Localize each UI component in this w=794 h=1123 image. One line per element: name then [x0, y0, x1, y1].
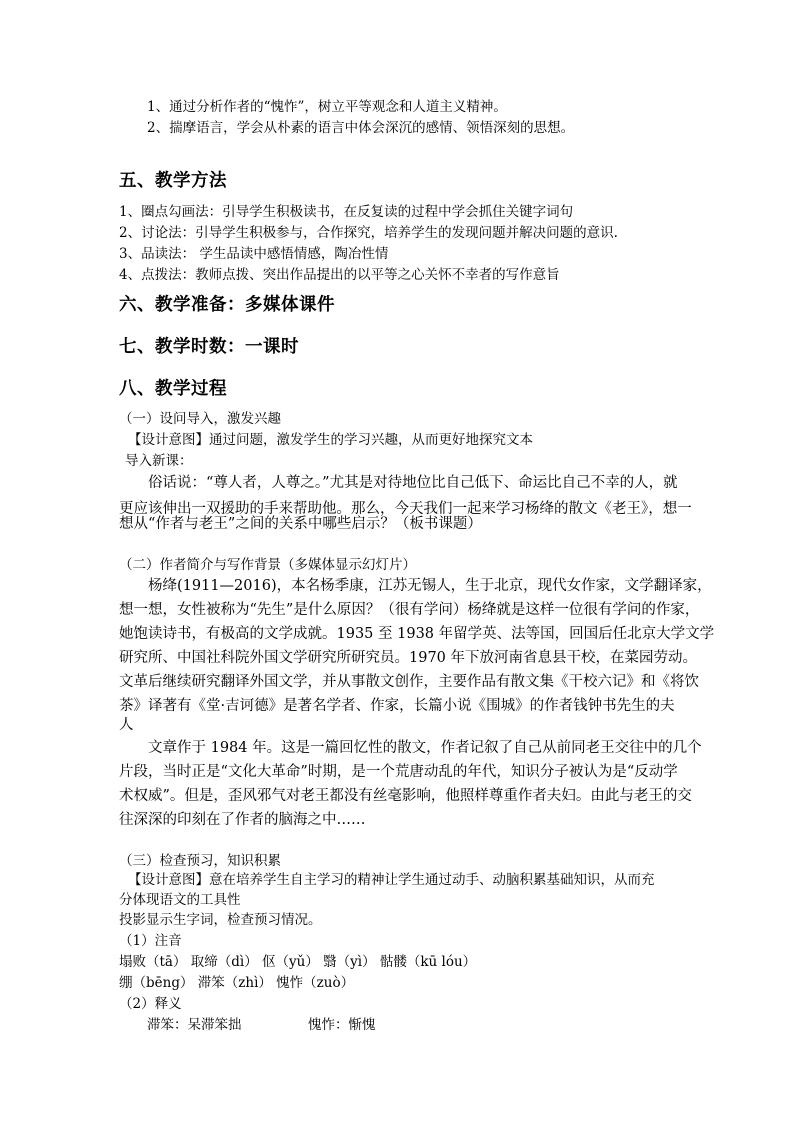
- part-3-heading: （三）检查预习，知识积累: [119, 853, 281, 869]
- part-1-heading: （一）设问导入，激发兴趣: [119, 411, 281, 427]
- bio-line-4: 研究所、中国社科院外国文学研究所研究员。1970 年下放河南省息县干校，在菜园劳动。: [119, 650, 698, 666]
- method-item-3: 3、品读法： 学生品读中感悟情感，陶冶性情: [119, 246, 389, 262]
- intro-line-1: 俗话说：“尊人者，人尊之。”尤其是对待地位比自己低下、命运比自己不幸的人，就: [148, 475, 678, 491]
- method-item-4: 4、点拨法：教师点拨、突出作品提出的以平等之心关怀不幸者的写作意旨: [119, 267, 560, 283]
- bg-line-4: 往深深的印刻在了作者的脑海之中……: [119, 812, 366, 828]
- bio-line-2: 想一想，女性被称为“先生”是什么原因？（很有学问）杨绛就是这样一位很有学问的作家，: [119, 602, 700, 618]
- part-1-intent: 【设计意图】通过问题，激发学生的学习兴趣，从而更好地探究文本: [128, 432, 533, 448]
- section-8-title: 八、教学过程: [119, 379, 227, 399]
- section-7-title: 七、教学时数：一课时: [119, 337, 299, 357]
- part-3-intent-line-2: 分体现语文的工具性: [119, 892, 241, 908]
- intro-label: 导入新课：: [125, 453, 193, 469]
- bg-line-1: 文章作于 1984 年。这是一篇回忆性的散文，作者记叙了自己从前同老王交往中的几个: [148, 740, 702, 756]
- section-6-title: 六、教学准备：多媒体课件: [119, 295, 335, 315]
- bio-line-1: 杨绛(1911—2016)，本名杨季康，江苏无锡人，生于北京，现代女作家，文学翻译家，: [148, 578, 712, 594]
- part-2-heading: （二）作者简介与写作背景（多媒体显示幻灯片）: [119, 557, 416, 573]
- definition-2: 愧怍：惭愧: [308, 1017, 376, 1033]
- bio-line-6: 茶》译著有《堂·吉诃德》是著名学者、作家，长篇小说《围城》的作者钱钟书先生的夫: [119, 698, 675, 714]
- part-3-intent-line-1: 【设计意图】意在培养学生自主学习的精神让学生通过动手、动脑积累基础知识，从而充: [128, 872, 655, 888]
- objective-1: 1、通过分析作者的“愧怍”，树立平等观念和人道主义精神。: [147, 99, 507, 115]
- intro-line-3: 想从“作者与老王”之间的关系中哪些启示？（板书课题）: [119, 516, 482, 532]
- bio-line-5: 文革后继续研究翻译外国文学，并从事散文创作，主要作品有散文集《干校六记》和《将饮: [119, 674, 699, 690]
- objective-2: 2、揣摩语言，学会从朴素的语言中体会深沉的感情、领悟深刻的思想。: [147, 120, 575, 136]
- pronunciation-line-2: 绷（bēng） 滞笨（zhì） 愧怍（zuò）: [119, 975, 355, 991]
- definition-label: （2）释义: [119, 996, 182, 1012]
- bg-line-3: 术权威”。但是，歪风邪气对老王都没有丝毫影响，他照样尊重作者夫妇。由此与老王的交: [119, 788, 692, 804]
- section-5-title: 五、教学方法: [119, 171, 227, 191]
- bio-line-7: 人: [119, 717, 134, 733]
- intro-line-2: 更应该伸出一双援助的手来帮助他。那么，今天我们一起来学习杨绛的散文《老王》，想一: [119, 501, 692, 517]
- pronunciation-line-1: 塌败（tā） 取缔（dì） 伛（yǔ） 翳（yì） 骷髅（kū lóu）: [119, 954, 477, 970]
- preview-instruction: 投影显示生字词，检查预习情况。: [119, 912, 322, 928]
- definition-1: 滞笨：呆滞笨拙: [147, 1017, 242, 1033]
- method-item-2: 2、讨论法：引导学生积极参与，合作探究，培养学生的发现问题并解决问题的意识.: [119, 225, 618, 241]
- pronunciation-label: （1）注音: [119, 933, 182, 949]
- method-item-1: 1、圈点勾画法：引导学生积极读书，在反复读的过程中学会抓住关键字词句: [119, 204, 574, 220]
- bg-line-2: 片段，当时正是“文化大革命”时期，是一个荒唐动乱的年代，知识分子被认为是“反动学: [119, 764, 678, 780]
- bio-line-3: 她饱读诗书，有极高的文学成就。1935 至 1938 年留学英、法等国，回国后任北京大学文学: [119, 626, 715, 642]
